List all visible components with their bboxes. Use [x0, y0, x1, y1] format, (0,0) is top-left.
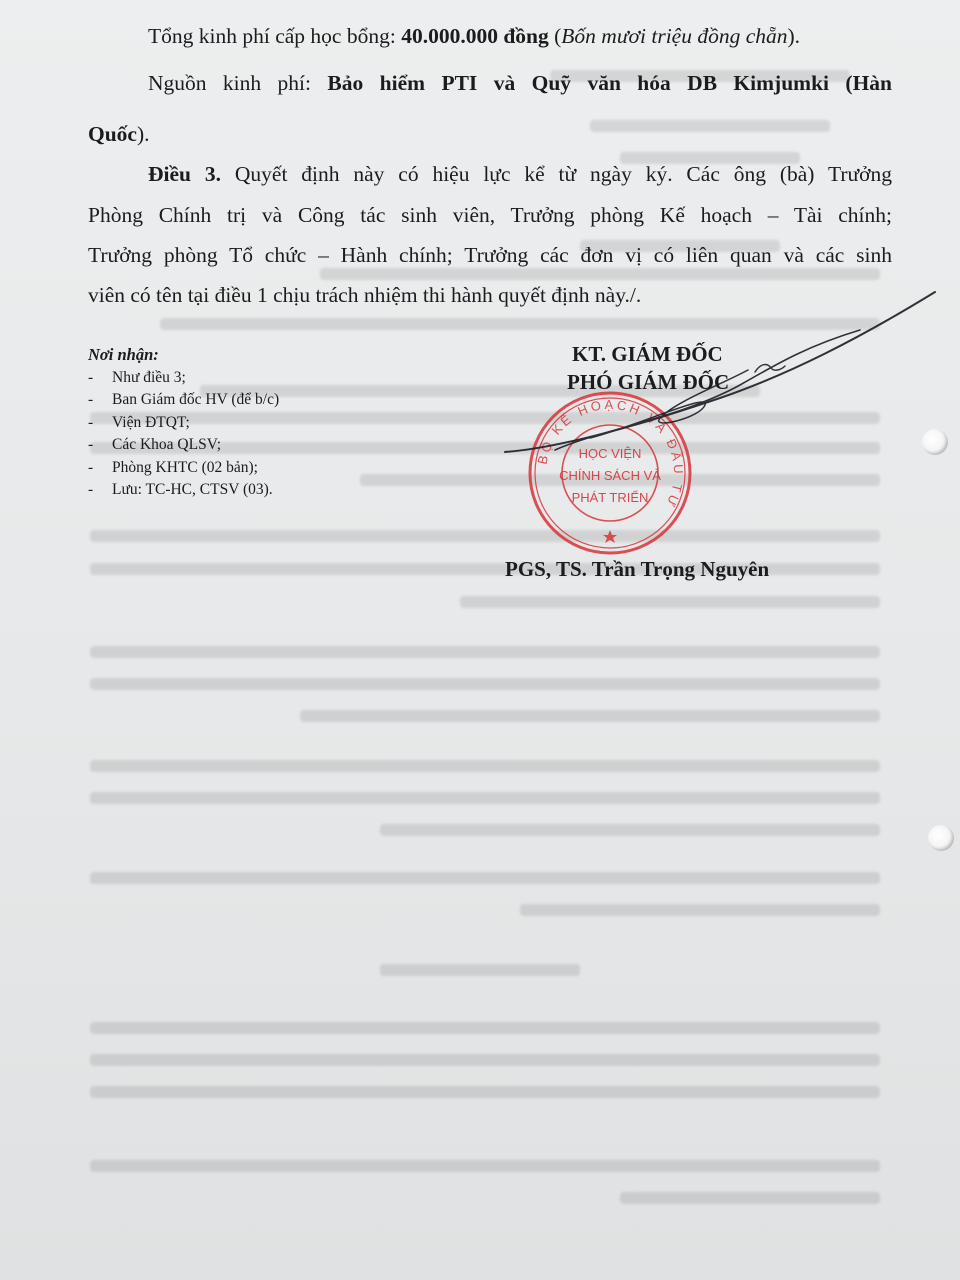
total-funding-amount: 40.000.000 đồng	[401, 24, 549, 48]
article-3-line-2	[88, 205, 892, 227]
funding-source-line-2	[88, 124, 150, 146]
recipients-title: Nơi nhận:	[88, 345, 159, 364]
article-3-line-1	[148, 164, 892, 186]
svg-text:HỌC VIỆN: HỌC VIỆN	[578, 446, 642, 461]
recipient-item	[88, 367, 279, 390]
punch-hole-upper	[922, 429, 948, 455]
svg-text:BỘ KẾ HOẠCH VÀ ĐẦU TƯ: BỘ KẾ HOẠCH VÀ ĐẦU TƯ	[534, 396, 687, 512]
official-stamp	[525, 388, 695, 558]
signature-title-2: PHÓ GIÁM ĐỐC	[567, 370, 730, 394]
funding-source-end: ).	[136, 122, 150, 146]
article-3-line-3	[88, 245, 892, 267]
funding-source-name: Bảo hiểm PTI và Quỹ văn hóa DB Kimjumki (Hàn	[327, 71, 892, 95]
total-funding-line	[148, 26, 800, 48]
recipient-item	[88, 457, 279, 480]
article-3-text-3: Trưởng phòng Tổ chức – Hành chính; Trưởng các đơn vị có liên quan và các sinh	[88, 243, 892, 267]
recipient-text: Ban Giám đốc HV (để b/c)	[112, 391, 280, 408]
article-3-text-1: Quyết định này có hiệu lực kể từ ngày ký. Các ông (bà) Trưởng	[234, 162, 893, 186]
list-dash: -	[88, 481, 94, 498]
funding-source-name-cont: Quốc	[88, 122, 137, 146]
svg-text:CHÍNH SÁCH VÀ: CHÍNH SÁCH VÀ	[559, 468, 661, 483]
list-dash: -	[88, 458, 94, 476]
recipient-item	[88, 434, 279, 457]
recipient-text: Các Khoa QLSV;	[112, 436, 222, 453]
list-dash: -	[88, 391, 94, 408]
list-dash: -	[88, 368, 94, 386]
total-funding-words: Bốn mươi triệu đồng chẵn	[561, 24, 788, 48]
recipient-item	[88, 389, 279, 412]
paren-open: (	[548, 24, 562, 48]
recipient-text: Phòng KHTC (02 bản);	[112, 458, 258, 476]
svg-text:PHÁT TRIỂN: PHÁT TRIỂN	[571, 490, 649, 505]
total-funding-label: Tổng kinh phí cấp học bổng:	[148, 24, 402, 48]
recipient-item	[88, 479, 279, 502]
recipients-block	[88, 344, 279, 502]
article-3-line-4	[88, 285, 641, 307]
list-dash: -	[88, 413, 94, 431]
article-3-text-2: Phòng Chính trị và Công tác sinh viên, Trưởng phòng Kế hoạch – Tài chính;	[88, 203, 892, 227]
funding-source-line-1	[148, 73, 892, 95]
recipient-item	[88, 412, 279, 435]
article-3-text-4: viên có tên tại điều 1 chịu trách nhiệm thi hành quyết định này./.	[88, 283, 642, 307]
list-dash: -	[88, 436, 94, 453]
paren-close: ).	[787, 24, 801, 48]
signer-name: PGS, TS. Trần Trọng Nguyên	[505, 557, 770, 581]
funding-source-label: Nguồn kinh phí:	[148, 71, 328, 95]
punch-hole-lower	[928, 825, 954, 851]
recipient-text: Như điều 3;	[112, 368, 186, 386]
recipient-text: Viện ĐTQT;	[112, 413, 190, 431]
signature-title-1: KT. GIÁM ĐỐC	[572, 342, 723, 366]
article-3-label: Điều 3.	[148, 162, 221, 186]
recipient-text: Lưu: TC-HC, CTSV (03).	[112, 481, 273, 498]
